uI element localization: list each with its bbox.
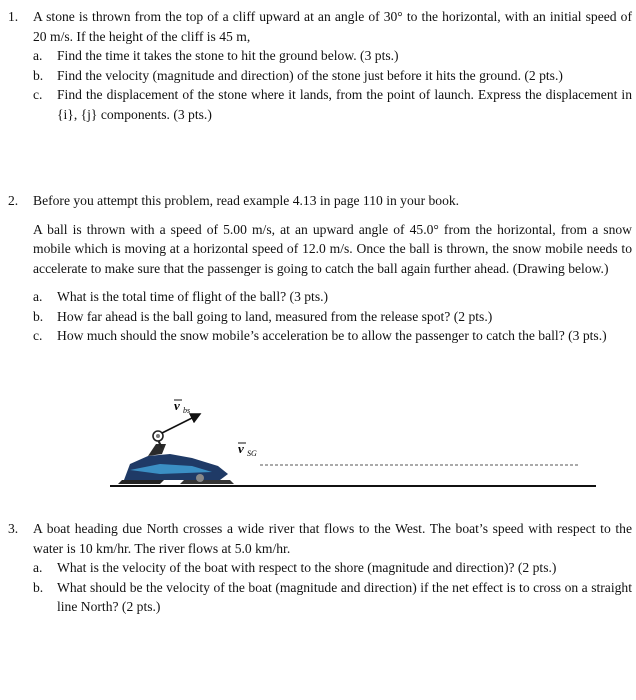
ball-core — [156, 434, 160, 438]
part-text: What is the velocity of the boat with respect to the shore (magnitude and direction)? (2 pts.) — [57, 560, 557, 575]
part-letter: a. — [33, 560, 43, 575]
part-text: How much should the snow mobile’s acceleration be to allow the passenger to catch the ball? (3 pts.) — [57, 328, 607, 343]
ball-velocity-arrow — [162, 414, 200, 433]
question-3-intro: A boat heading due North crosses a wide river that flows to the West. The boat’s speed with respect to the water is 10 km/hr. The river flows at 5.0 km/hr. — [33, 521, 632, 556]
question-1-part-c — [33, 85, 632, 124]
question-3-number: 3. — [8, 521, 19, 536]
part-letter: c. — [33, 87, 43, 102]
part-letter: c. — [33, 328, 43, 343]
question-1 — [0, 7, 632, 124]
question-1-intro: A stone is thrown from the top of a cliff upward at an angle of 30° to the horizontal, with an initial speed of 20 m/s. If the height of the cliff is 45 m, — [33, 9, 632, 44]
part-text: What is the total time of flight of the ball? (3 pts.) — [57, 289, 329, 304]
snowmobile-icon — [118, 444, 234, 484]
question-2-part-c — [33, 326, 632, 346]
part-letter: a. — [33, 48, 43, 63]
ball-velocity-label: v — [174, 398, 180, 413]
part-letter: a. — [33, 289, 43, 304]
question-3-part-a — [33, 558, 632, 578]
question-1-part-b — [33, 66, 632, 86]
part-text: Find the velocity (magnitude and direction) of the stone just before it hits the ground. (2 pts.) — [57, 67, 563, 83]
question-2-number: 2. — [8, 193, 19, 208]
question-2-preface: Before you attempt this problem, read example 4.13 in page 110 in your book. — [33, 193, 460, 208]
part-text: Find the displacement of the stone where it lands, from the point of launch. Express the displacement in {i}, {j} components. (3 pts.) — [57, 87, 632, 122]
question-3-part-b — [33, 578, 632, 617]
question-1-number: 1. — [8, 9, 19, 24]
question-2-intro: A ball is thrown with a speed of 5.00 m/s, at an upward angle of 45.0° from the horizontal, from a snow mobile which is moving at a horizontal speed of 12.0 m/s. Once the ball is thrown, the snow mobile needs to accelerate to make sure that the passenger is going to catch the ball again further ahead. (Drawing below.) — [33, 221, 632, 276]
snowmobile-figure — [100, 394, 600, 494]
sled-velocity-label: v — [238, 441, 244, 456]
question-2-part-a — [33, 287, 632, 307]
ball-velocity-subscript: bs — [183, 406, 191, 415]
question-2 — [0, 191, 632, 346]
part-letter: b. — [33, 579, 44, 595]
part-text: How far ahead is the ball going to land, measured from the release spot? (2 pts.) — [57, 308, 493, 324]
question-3 — [0, 519, 632, 617]
question-1-part-a — [33, 46, 632, 66]
part-text: Find the time it takes the stone to hit the ground below. (3 pts.) — [57, 48, 399, 63]
part-text: What should be the velocity of the boat (magnitude and direction) if the net effect is to cross on a straight line North? (2 pts.) — [57, 579, 632, 614]
sled-velocity-subscript: SG — [247, 449, 257, 458]
question-2-part-b — [33, 307, 632, 327]
part-letter: b. — [33, 67, 44, 83]
part-letter: b. — [33, 308, 44, 324]
